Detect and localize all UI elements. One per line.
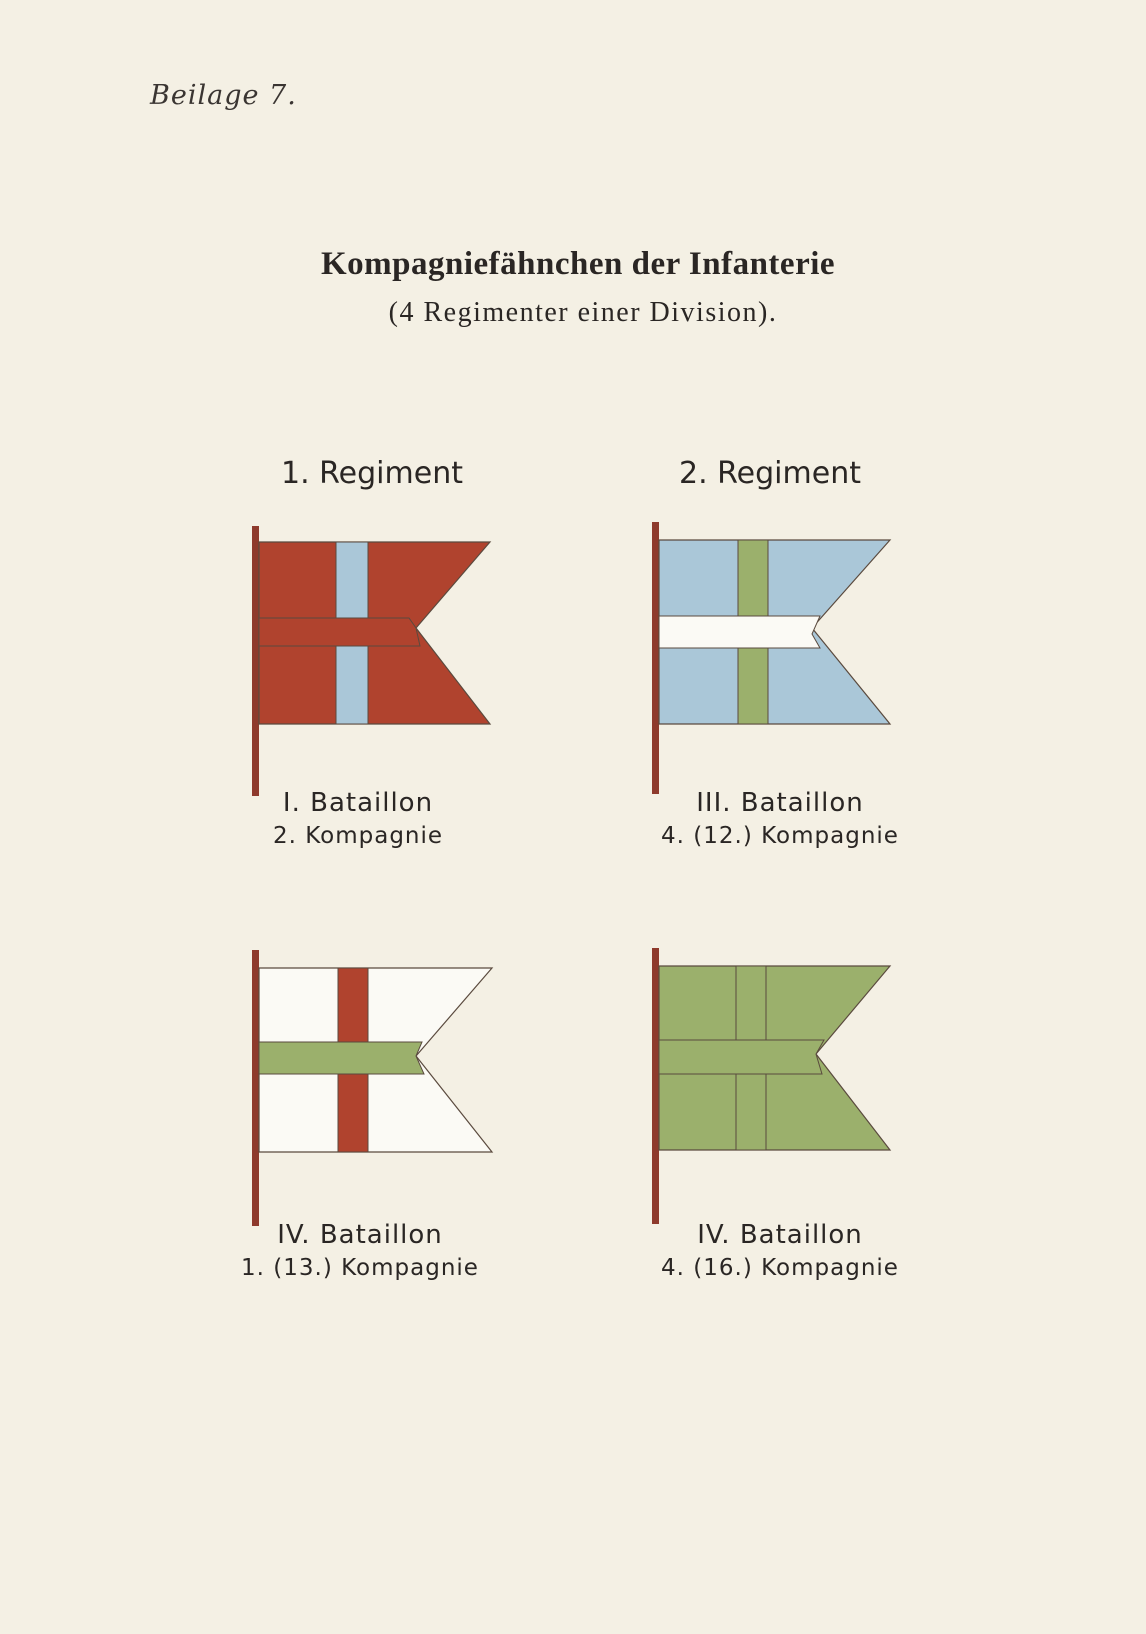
flag-pole <box>652 948 659 1224</box>
flag-2-graphic <box>644 520 904 810</box>
flag-4-bataillon-16-kompagnie <box>644 946 904 1236</box>
flag-pole <box>252 526 259 796</box>
page-title: Kompagniefähnchen der Infanterie <box>320 246 836 282</box>
flag-horizontal-band <box>259 1042 424 1074</box>
flag-4-battalion: IV. Bataillon <box>697 1220 863 1250</box>
regiment-heading-2: 2. Regiment <box>679 456 861 491</box>
flag-pole <box>252 950 259 1226</box>
flag-4-company: 4. (16.) Kompagnie <box>661 1255 899 1281</box>
flag-1-company: 2. Kompagnie <box>272 823 444 849</box>
flag-pole <box>652 522 659 794</box>
flag-3-battalion: IV. Bataillon <box>277 1220 443 1250</box>
flag-2-company: 4. (12.) Kompagnie <box>661 823 899 849</box>
flag-3-caption <box>230 1218 490 1284</box>
flag-2-battalion: III. Bataillon <box>696 788 864 818</box>
flag-2-caption <box>650 786 910 852</box>
flag-2-bataillon-12-kompagnie <box>644 520 904 810</box>
flag-1-graphic <box>244 520 504 810</box>
flag-3-graphic <box>244 946 504 1236</box>
flag-horizontal-band <box>659 1040 824 1074</box>
flag-horizontal-band <box>659 616 820 648</box>
page-label: Beilage 7. <box>150 80 297 111</box>
flag-4-caption <box>650 1218 910 1284</box>
regiment-heading-1: 1. Regiment <box>281 456 463 491</box>
flag-horizontal-band <box>259 618 420 646</box>
flag-1-bataillon-2-kompagnie <box>244 520 504 810</box>
flag-1-caption <box>228 786 488 852</box>
flag-3-company: 1. (13.) Kompagnie <box>241 1255 479 1281</box>
flag-3-bataillon-13-kompagnie <box>244 946 504 1236</box>
page-subtitle: (4 Regimenter einer Division). <box>388 297 778 328</box>
flag-4-graphic <box>644 946 904 1236</box>
flag-1-battalion: I. Bataillon <box>282 788 434 818</box>
